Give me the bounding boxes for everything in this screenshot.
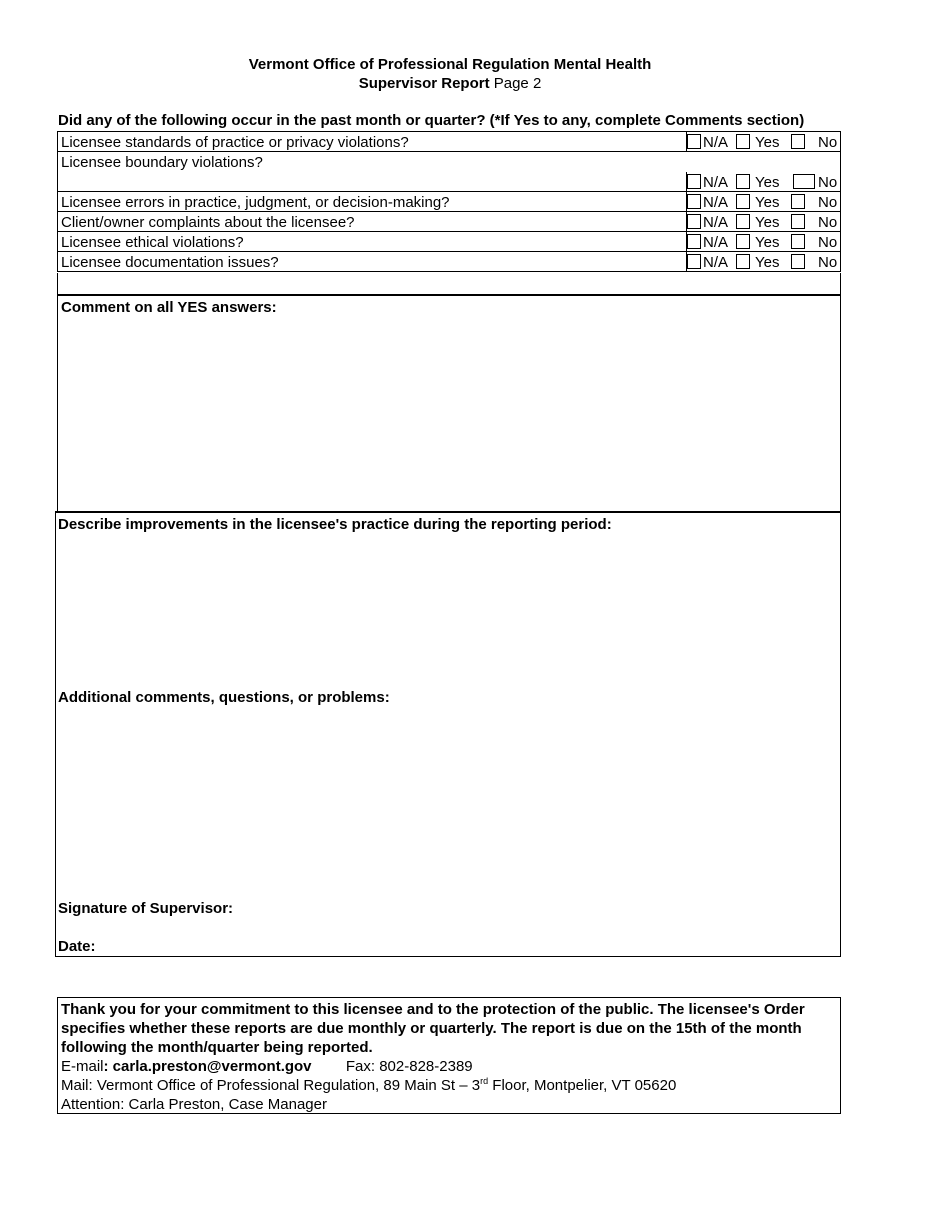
mail-address-text: Mail: Vermont Office of Professional Regulation, 89 Main St – 3 [61,1077,481,1094]
yes-label: Yes [755,234,780,251]
row-label: Client/owner complaints about the licensee? [61,214,355,231]
email-address: : carla.preston@vermont.gov [103,1058,312,1075]
na-checkbox[interactable] [687,254,701,269]
yes-checkbox[interactable] [736,254,750,269]
occurrence-question: Did any of the following occur in the past month or quarter? (*If Yes to any, complete Comments section) [58,112,805,129]
table-row [57,232,841,252]
no-label: No [818,214,838,231]
no-label: No [818,234,838,251]
mail-address [61,1076,837,1095]
na-checkbox[interactable] [687,134,701,149]
date-label: Date: [58,938,96,955]
narrative-section [55,511,841,957]
na-label: N/A [703,194,729,211]
yes-checkbox[interactable] [736,214,750,229]
na-label: N/A [703,254,729,271]
na-checkbox[interactable] [687,194,701,209]
row-options [686,192,843,211]
improvements-heading: Describe improvements in the licensee's practice during the reporting period: [58,516,612,533]
no-checkbox[interactable] [793,174,815,189]
table-row [57,192,841,212]
table-spacer-row [57,273,841,295]
title-report-name: Supervisor Report [358,75,490,92]
signature-label: Signature of Supervisor: [58,900,234,917]
no-label: No [818,134,838,151]
row-label: Licensee boundary violations? [61,154,263,171]
fax-number: Fax: 802-828-2389 [345,1058,473,1075]
no-checkbox[interactable] [791,234,805,249]
no-label: No [818,194,838,211]
na-label: N/A [703,214,729,231]
yes-label: Yes [755,254,780,271]
no-checkbox[interactable] [791,214,805,229]
yes-checkbox[interactable] [736,234,750,249]
yes-checkbox[interactable] [736,194,750,209]
report-title [0,55,900,93]
table-row [57,212,841,232]
email-label: E-mail [61,1058,104,1075]
attention-line: Attention: Carla Preston, Case Manager [61,1096,327,1113]
yes-label: Yes [755,134,780,151]
additional-comments-heading: Additional comments, questions, or problems: [58,689,390,706]
occurrence-table [57,131,841,272]
row-label: Licensee standards of practice or privacy violations? [61,134,409,151]
no-checkbox[interactable] [791,134,805,149]
no-checkbox[interactable] [791,254,805,269]
row-label: Licensee errors in practice, judgment, or decision-making? [61,194,450,211]
yes-checkbox[interactable] [736,174,750,189]
no-label: No [818,254,838,271]
title-line-2 [0,74,900,93]
row-options [686,252,843,271]
row-label: Licensee ethical violations? [61,234,244,251]
contact-line [61,1057,837,1076]
na-checkbox[interactable] [687,174,701,189]
yes-comments-field[interactable] [57,295,841,512]
na-label: N/A [703,234,729,251]
na-label: N/A [703,174,729,191]
floor-ordinal: rd [480,1076,489,1086]
yes-comments-heading: Comment on all YES answers: [61,299,277,316]
yes-label: Yes [755,174,780,191]
yes-checkbox[interactable] [736,134,750,149]
row-label: Licensee documentation issues? [61,254,279,271]
na-label: N/A [703,134,729,151]
row-options [686,132,843,151]
na-checkbox[interactable] [687,214,701,229]
title-line-1: Vermont Office of Professional Regulation Mental Health [248,56,652,73]
table-row [57,132,841,152]
no-label: No [818,174,838,191]
title-page-number: Page 2 [489,75,542,92]
row-options [686,152,842,191]
table-row [57,252,841,272]
na-checkbox[interactable] [687,234,701,249]
table-row [57,152,841,192]
row-options [686,232,843,251]
row-options [686,212,843,231]
submission-info [57,997,841,1114]
mail-address-city: Floor, Montpelier, VT 05620 [488,1077,677,1094]
no-checkbox[interactable] [791,194,805,209]
thank-you-note: Thank you for your commitment to this licensee and to the protection of the public. The licensee's Order specifies whether these reports are due monthly or quarterly. The report is due on the 15th of the month following the month/quarter being reported. [61,1001,805,1056]
yes-label: Yes [755,194,780,211]
yes-label: Yes [755,214,780,231]
